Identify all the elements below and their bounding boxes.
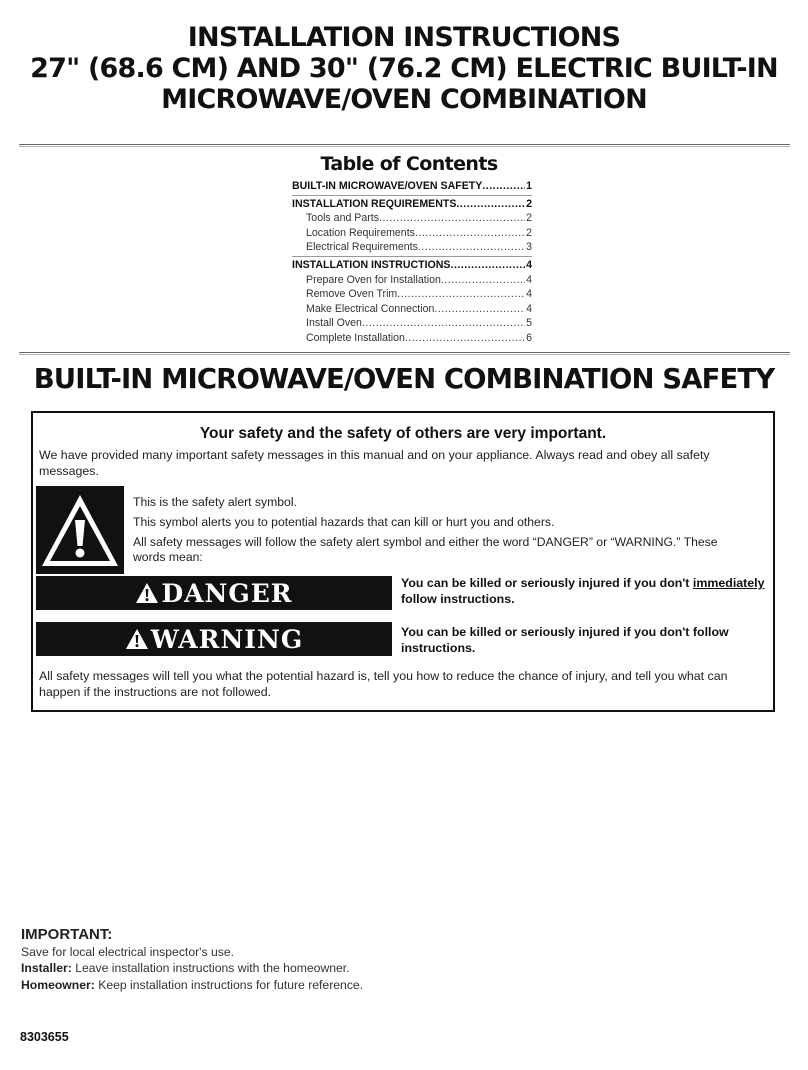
alert-explanation	[133, 492, 753, 565]
title-line-2: 27" (68.6 CM) AND 30" (76.2 CM) ELECTRIC BUILT-IN	[30, 53, 778, 84]
toc-entry-label: Make Electrical Connection	[306, 302, 435, 315]
table-of-contents	[292, 153, 532, 346]
alert-line-1: This is the safety alert symbol.	[133, 495, 297, 509]
safety-heading: Your safety and the safety of others are very important.	[199, 425, 607, 442]
document-number: 8303655	[20, 1030, 69, 1044]
toc-list	[292, 179, 532, 346]
toc-entry-page: 2	[526, 226, 532, 239]
toc-entry-page: 5	[526, 317, 532, 330]
header-divider	[19, 144, 790, 145]
toc-entry	[292, 258, 532, 273]
toc-leader-dots	[451, 258, 526, 273]
homeowner-label: Homeowner:	[21, 977, 95, 992]
danger-label: DANGER	[161, 578, 293, 608]
toc-entry-page: 4	[526, 258, 532, 271]
toc-leader-dots	[456, 197, 525, 212]
toc-entry	[292, 316, 532, 331]
homeowner-text: Keep installation instructions for future reference.	[94, 977, 364, 992]
toc-entry-label: BUILT-IN MICROWAVE/OVEN SAFETY	[292, 180, 483, 192]
toc-entry-page: 6	[526, 331, 532, 344]
toc-entry-label: Electrical Requirements	[306, 241, 418, 254]
alert-line-3: All safety messages will follow the safety alert symbol and either the word “DANGER” or “WARNING.” These words mean:	[133, 535, 718, 564]
toc-entry-page: 2	[526, 197, 532, 210]
toc-entry-label: Prepare Oven for Installation	[306, 273, 441, 286]
important-heading: IMPORTANT:	[21, 926, 113, 943]
warning-label: WARNING	[150, 624, 304, 654]
warning-signal-bar	[36, 622, 392, 656]
toc-entry	[292, 179, 532, 194]
toc-entry	[292, 226, 532, 241]
toc-entry	[292, 240, 532, 255]
danger-text-before: You can be killed or seriously injured if you don't	[401, 576, 693, 590]
danger-signal-bar	[36, 576, 392, 610]
toc-entry	[292, 211, 532, 226]
toc-entry-page: 4	[526, 273, 532, 286]
danger-text-emphasis: immediately	[692, 576, 765, 590]
toc-leader-dots	[418, 240, 525, 255]
homeowner-note	[21, 977, 521, 993]
toc-entry-label: INSTALLATION INSTRUCTIONS	[292, 258, 451, 271]
toc-leader-dots	[405, 331, 525, 346]
toc-entry	[292, 302, 532, 317]
section-title: BUILT-IN MICROWAVE/OVEN COMBINATION SAFETY	[33, 363, 775, 395]
important-line-1: Save for local electrical inspector's use.	[21, 945, 234, 959]
toc-leader-dots	[441, 273, 525, 288]
toc-leader-dots	[415, 226, 525, 241]
document-title	[0, 22, 808, 115]
warning-description: You can be killed or seriously injured if you don't follow instructions.	[401, 625, 729, 655]
toc-entry	[292, 331, 532, 346]
toc-separator	[292, 256, 532, 257]
toc-leader-dots	[362, 316, 525, 331]
important-notice	[21, 926, 521, 993]
safety-alert-triangle-icon	[36, 486, 124, 574]
title-line-3: MICROWAVE/OVEN COMBINATION	[161, 84, 647, 115]
safety-box	[31, 411, 775, 712]
toc-entry-label: Tools and Parts	[306, 212, 380, 225]
toc-entry-page: 2	[526, 212, 532, 225]
toc-leader-dots	[397, 287, 525, 302]
toc-entry-label: Remove Oven Trim	[306, 288, 398, 301]
installer-text: Leave installation instructions with the homeowner.	[71, 961, 350, 976]
safety-intro: We have provided many important safety messages in this manual and on your appliance. Always read and obey all safety messages.	[39, 448, 710, 478]
installer-label: Installer:	[21, 961, 72, 976]
toc-entry	[292, 273, 532, 288]
toc-entry-page: 3	[526, 241, 532, 254]
toc-entry-page: 4	[526, 288, 532, 301]
toc-entry-label: Install Oven	[306, 317, 362, 330]
danger-description	[401, 575, 771, 607]
safety-outro: All safety messages will tell you what the potential hazard is, tell you how to reduce the chance of injury, and tell you what can happen if the instructions are not followed.	[39, 669, 728, 699]
toc-separator	[292, 195, 532, 196]
installer-note	[21, 960, 521, 976]
toc-entry-label: INSTALLATION REQUIREMENTS	[292, 197, 457, 210]
toc-divider	[19, 352, 790, 353]
danger-text-after: follow instructions.	[401, 592, 515, 606]
toc-entry-page: 1	[526, 180, 532, 192]
toc-entry	[292, 197, 532, 212]
toc-entry-label: Location Requirements	[306, 226, 415, 239]
toc-leader-dots	[434, 302, 525, 317]
toc-entry-label: Complete Installation	[306, 331, 405, 344]
toc-entry-page: 4	[526, 302, 532, 315]
warning-alert-icon	[125, 628, 149, 650]
danger-alert-icon	[135, 582, 159, 604]
title-line-1: INSTALLATION INSTRUCTIONS	[187, 22, 621, 53]
toc-leader-dots	[482, 179, 525, 194]
toc-leader-dots	[379, 211, 525, 226]
toc-heading: Table of Contents	[320, 153, 498, 175]
alert-line-2: This symbol alerts you to potential hazards that can kill or hurt you and others.	[133, 515, 555, 529]
toc-entry	[292, 287, 532, 302]
